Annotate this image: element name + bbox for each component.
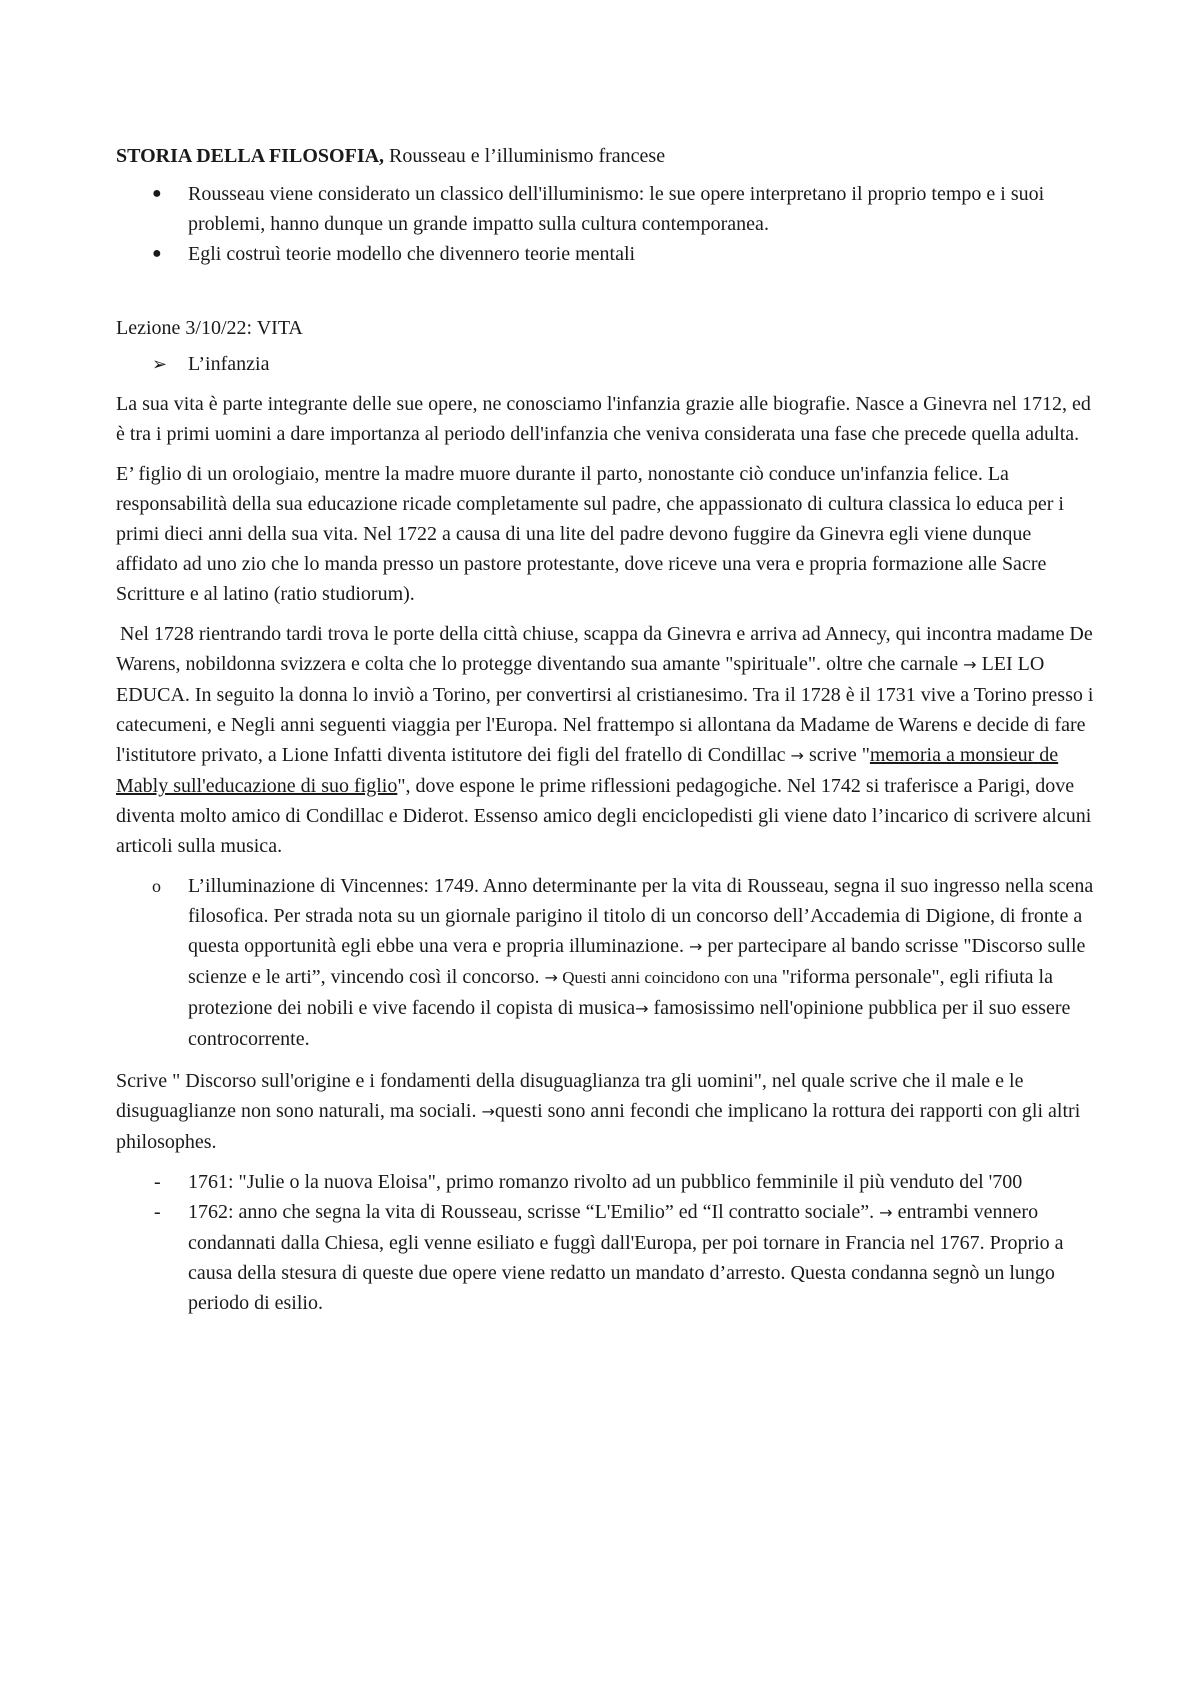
- arrow-icon: →: [688, 937, 703, 956]
- paragraph-discorso: [116, 1066, 1094, 1157]
- list-item: [116, 871, 1094, 1054]
- item-text: 1762: anno che segna la vita di Rousseau, scrisse “L'Emilio” ed “Il contratto sociale”.: [188, 1201, 880, 1223]
- circle-bullet-icon: o: [152, 876, 161, 896]
- document-title: [116, 141, 1094, 171]
- arrow-icon: →: [481, 1102, 495, 1121]
- underlined-title: memoria a monsieur de Mably sull'educazione di suo figlio: [116, 744, 1059, 797]
- list-item: [116, 1167, 1094, 1197]
- paragraph-text: questi sono anni fecondi che implicano la rottura dei rapporti con gli altri philosophes.: [116, 1100, 1081, 1153]
- dash-bullet-icon: -: [154, 1201, 161, 1223]
- arrow-icon: →: [790, 746, 804, 765]
- item-text-small: Questi anni coincidono con una: [557, 968, 782, 987]
- subheading: [116, 349, 1094, 379]
- list-item: [116, 179, 1094, 239]
- paragraph-annecy: [116, 619, 1094, 861]
- lesson-heading: Lezione 3/10/22: VITA: [116, 317, 303, 339]
- paragraph-text: LEI LO EDUCA. In seguito la donna lo inviò a Torino, per convertirsi al cristianesimo. Tra il 1728 è il 1731 vive a Torino presso i catecumeni, e Negli anni seguenti viaggia per l'Europa. Nel frattempo si allontana da Madame de Warens e decide di fare l'istitutore privato, a Lione Infatti diventa istitutore dei figli del fratello di Condillac: [116, 653, 1094, 766]
- vincennes-list: [116, 871, 1094, 1054]
- subheading-text: L’infanzia: [188, 353, 270, 375]
- item-text: "riforma personale", egli rifiuta la protezione dei nobili e vive facendo il copista di musica: [188, 966, 1053, 1019]
- bullet-icon: ●: [152, 185, 162, 202]
- paragraph-text: Scrive " Discorso sull'origine e i fondamenti della disuguaglianza tra gli uomini", nel quale scrive che il male e le disuguaglianze non sono naturali, ma sociali.: [116, 1070, 1024, 1122]
- item-text: entrambi vennero condannati dalla Chiesa, egli venne esiliato e fuggì dall'Europa, per poi tornare in Francia nel 1767. Proprio a causa della stesura di queste due opere viene redatto un mandato d’arresto. Questa condanna segnò un lungo periodo di esilio.: [188, 1201, 1064, 1314]
- arrowhead-bullet-icon: ➢: [152, 354, 168, 374]
- paragraph-text: Nel 1728 rientrando tardi trova le porte della città chiuse, scappa da Ginevra e arriva ad Annecy, qui incontra madame De Warens, nobildonna svizzera e colta che lo protegge diventando sua amante "spirituale". oltre che carnale: [116, 623, 1093, 675]
- item-text: L’illuminazione di Vincennes: 1749. Anno determinante per la vita di Rousseau, segna il suo ingresso nella scena filosofica. Per strada nota su un giornale parigino il titolo di un concorso dell’Accademia di Digione, di fronte a questa opportunità egli ebbe una vera e propria illuminazione.: [188, 875, 1094, 957]
- title-bold: STORIA DELLA FILOSOFIA,: [116, 145, 385, 167]
- arrow-icon: →: [544, 968, 558, 987]
- item-text: per partecipare al bando scrisse "Discorso sulle scienze e le arti”, vincendo così il concorso.: [188, 935, 1086, 988]
- list-item: [116, 239, 1094, 269]
- item-text: famosissimo nell'opinione pubblica per il suo essere controcorrente.: [188, 997, 1071, 1050]
- title-rest: Rousseau e l’illuminismo francese: [384, 145, 666, 167]
- paragraph-infancy: La sua vita è parte integrante delle sue opere, ne conosciamo l'infanzia grazie alle biografie. Nasce a Ginevra nel 1712, ed è tra i primi uomini a dare importanza al periodo dell'infanzia che veniva considerata una fase che precede quella adulta.: [116, 393, 1091, 445]
- bullet-text: Egli costruì teorie modello che divennero teorie mentali: [188, 243, 636, 265]
- paragraph-family: E’ figlio di un orologiaio, mentre la madre muore durante il parto, nonostante ciò conduce un'infanzia felice. La responsabilità della sua educazione ricade completamente sul padre, che appassionato di cultura classica lo educa per i primi dieci anni della sua vita. Nel 1722 a causa di una lite del padre devono fuggire da Ginevra egli viene dunque affidato ad uno zio che lo manda presso un pastore protestante, dove riceve una vera e propria formazione alle Sacre Scritture e al latino (ratio studiorum).: [116, 463, 1064, 605]
- document-body: [116, 141, 1094, 1318]
- arrow-icon: →: [963, 655, 977, 674]
- list-item: [116, 1197, 1094, 1318]
- paragraph-text: ", dove espone le prime riflessioni pedagogiche. Nel 1742 si traferisce a Parigi, dove diventa molto amico di Condillac e Diderot. Essenso amico degli enciclopedisti gli viene dato l’incarico di scrivere alcuni articoli sulla musica.: [116, 775, 1092, 857]
- item-text: 1761: "Julie o la nuova Eloisa", primo romanzo rivolto ad un pubblico femminile il più venduto del '700: [188, 1171, 1023, 1193]
- bullet-icon: ●: [152, 245, 162, 262]
- arrow-icon: →: [879, 1203, 893, 1222]
- bullet-text: Rousseau viene considerato un classico dell'illuminismo: le sue opere interpretano il proprio tempo e i suoi problemi, hanno dunque un grande impatto sulla cultura contemporanea.: [188, 183, 1045, 235]
- intro-bullet-list: [116, 179, 1094, 269]
- works-dash-list: [116, 1167, 1094, 1318]
- arrow-icon: →: [635, 999, 649, 1018]
- paragraph-text: scrive ": [803, 744, 870, 766]
- dash-bullet-icon: -: [154, 1171, 161, 1193]
